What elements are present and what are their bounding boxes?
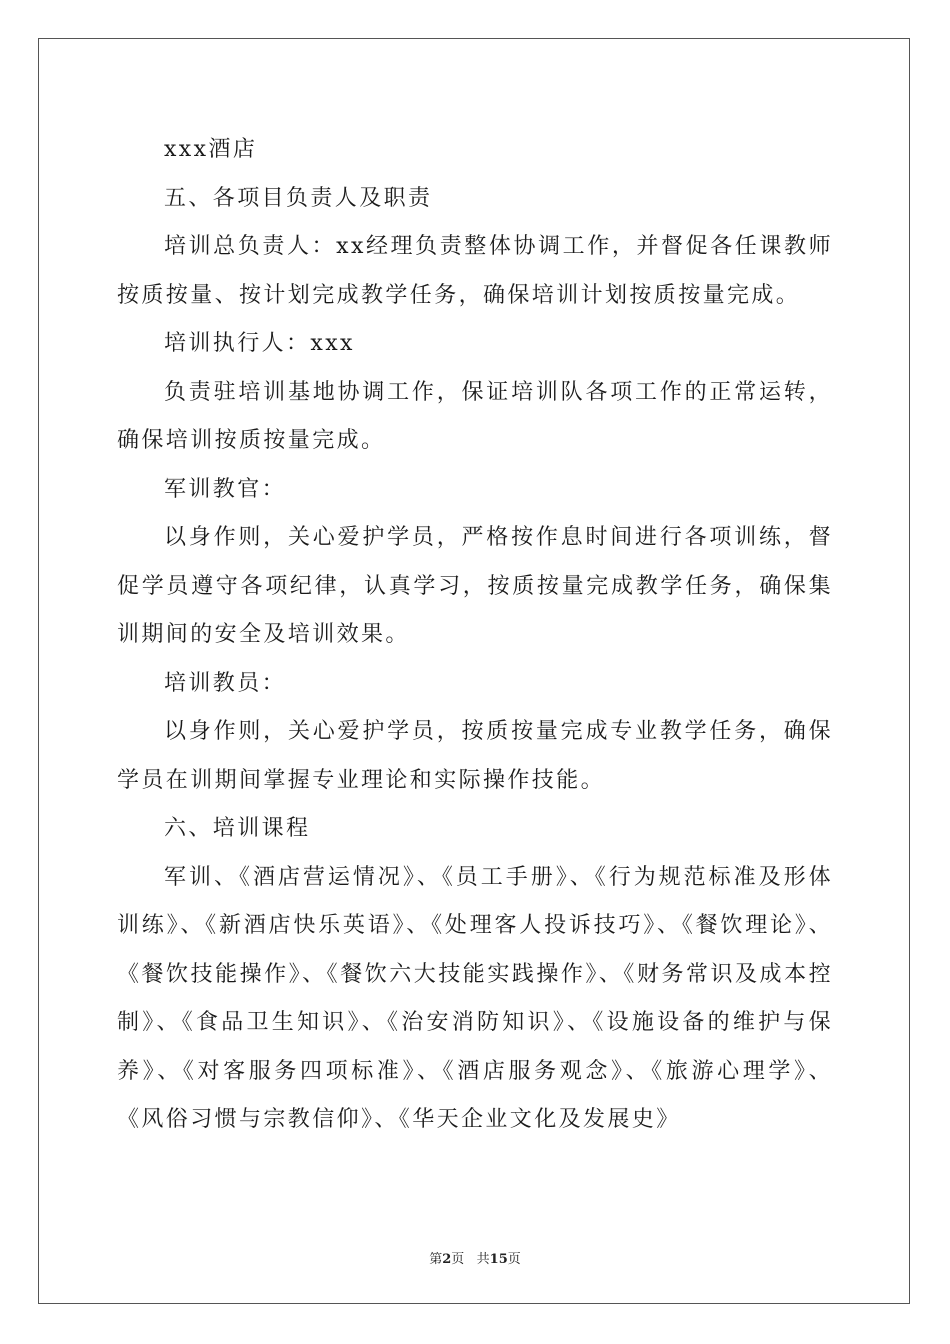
page-suffix: 页 [507, 1252, 521, 1267]
page-mid-text: 页 共 [451, 1252, 490, 1267]
paragraph-course-list: 军训、《酒店营运情况》、《员工手册》、《行为规范标准及形体训练》、《新酒店快乐英语》、《处理客人投诉技巧》、《餐饮理论》、《餐饮技能操作》、《餐饮六大技能实践操作》、《财务常识及成本控制》、《食品卫生知识》、《治安消防知识》、《设施设备的维护与保养》、《对客服务四项标准》、《酒店服务观念》、《旅游心理学》、《风俗习惯与宗教信仰》、《华天企业文化及发展史》 [117, 864, 833, 1132]
document-body [117, 126, 833, 1145]
current-page-number: 2 [442, 1252, 452, 1267]
paragraph-training-director: 培训总负责人：xx经理负责整体协调工作，并督促各任课教师按质按量、按计划完成教学任务，确保培训计划按质按量完成。 [117, 234, 833, 308]
section-heading-courses: 六、培训课程 [164, 816, 311, 841]
page-footer [0, 1248, 950, 1267]
paragraph-military-instructor: 军训教官： [164, 476, 287, 502]
paragraph-training-teacher: 培训教员： [164, 670, 287, 696]
paragraph-teacher-duties: 以身作则，关心爱护学员，按质按量完成专业教学任务，确保学员在训期间掌握专业理论和实际操作技能。 [117, 719, 833, 793]
page-prefix: 第 [429, 1252, 443, 1267]
section-heading-responsibilities: 五、各项目负责人及职责 [164, 185, 433, 211]
paragraph-training-executor: 培训执行人：xxx [164, 331, 355, 356]
total-page-number: 15 [489, 1252, 508, 1267]
paragraph-hotel-name: xxx酒店 [164, 137, 258, 162]
paragraph-executor-duties: 负责驻培训基地协调工作，保证培训队各项工作的正常运转，确保培训按质按量完成。 [117, 379, 833, 453]
paragraph-instructor-duties: 以身作则，关心爱护学员，严格按作息时间进行各项训练，督促学员遵守各项纪律，认真学习，按质按量完成教学任务，确保集训期间的安全及培训效果。 [117, 525, 833, 647]
